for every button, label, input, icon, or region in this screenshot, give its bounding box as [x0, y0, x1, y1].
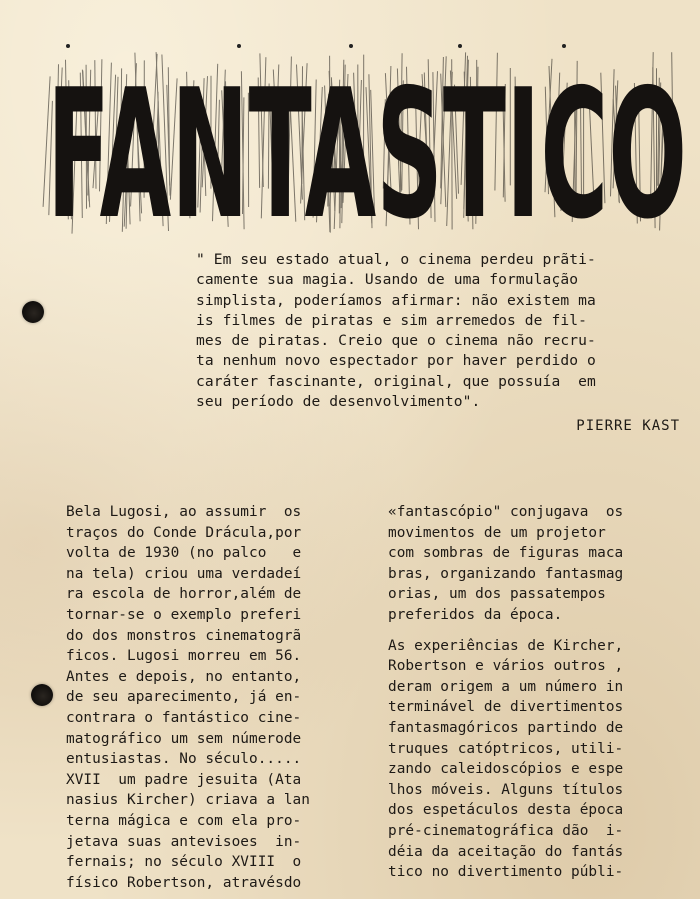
- text-line: matográfico um sem númerode: [66, 730, 302, 747]
- quote-line: seu período de desenvolvimento".: [196, 393, 481, 411]
- quote-line: mes de piratas. Creio que o cinema não recru-: [196, 332, 596, 350]
- quote-line: camente sua magia. Usando de uma formulação: [196, 271, 579, 289]
- text-line: fantasmagóricos partindo de: [388, 719, 624, 736]
- quote-line: ta nenhum novo espectador por haver perdido o: [196, 352, 596, 370]
- quote-author: PIERRE KAST: [576, 418, 680, 434]
- text-line: zando caleidoscópios e espe: [388, 761, 624, 778]
- text-line: truques catóptricos, utili-: [388, 740, 624, 757]
- text-line: fernais; no século XVIII o: [66, 854, 302, 871]
- text-line: com sombras de figuras maca: [388, 545, 624, 562]
- text-line: do dos monstros cinematogrã: [66, 627, 302, 644]
- text-line: ra escola de horror,além de: [66, 586, 302, 603]
- paragraph: [388, 636, 688, 883]
- text-line: preferidos da época.: [388, 606, 563, 623]
- text-line: físico Robertson, atravésdo: [66, 874, 302, 891]
- paragraph: [388, 502, 688, 626]
- left-column: [66, 502, 366, 893]
- text-line: na tela) criou uma verdadeí: [66, 565, 302, 582]
- text-line: traços do Conde Drácula,por: [66, 524, 302, 541]
- text-line: déia da aceitação do fantás: [388, 843, 624, 860]
- text-line: bras, organizando fantasmag: [388, 565, 624, 582]
- text-line: orias, um dos passatempos: [388, 586, 606, 603]
- text-line: terna mágica e com ela pro-: [66, 812, 302, 829]
- text-line: tornar-se o exemplo preferi: [66, 606, 302, 623]
- quote-line: caráter fascinante, original, que possuía em: [196, 372, 596, 390]
- text-line: «fantascópio" conjugava os: [388, 504, 624, 520]
- text-line: jetava suas antevisoes in-: [66, 833, 302, 850]
- page-title: [40, 44, 695, 239]
- right-column: [388, 502, 688, 883]
- text-line: deram origem a um número in: [388, 678, 624, 695]
- text-line: tico no divertimento públi-: [388, 864, 624, 881]
- quote-line: simplista, poderíamos afirmar: não existem ma: [196, 291, 596, 309]
- text-line: XVII um padre jesuita (Ata: [66, 771, 302, 788]
- text-line: de seu aparecimento, já en-: [66, 689, 302, 706]
- punch-hole: [22, 301, 44, 323]
- punch-hole: [31, 684, 53, 706]
- title-graphic: [40, 44, 695, 239]
- text-line: volta de 1930 (no palco e: [66, 545, 302, 562]
- text-line: Antes e depois, no entanto,: [66, 668, 302, 685]
- text-line: movimentos de um projetor: [388, 524, 606, 541]
- text-line: ficos. Lugosi morreu em 56.: [66, 648, 302, 665]
- text-line: terminável de divertimentos: [388, 699, 624, 716]
- text-line: Robertson e vários outros ,: [388, 658, 624, 675]
- text-line: contrara o fantástico cine-: [66, 709, 302, 726]
- text-line: Bela Lugosi, ao assumir os: [66, 504, 302, 520]
- text-line: nasius Kircher) criava a lan: [66, 792, 310, 809]
- text-line: pré-cinematográfica dão i-: [388, 822, 624, 839]
- text-line: lhos móveis. Alguns títulos: [388, 781, 624, 798]
- quote-line: is filmes de piratas e sim arremedos de fil-: [196, 311, 587, 329]
- quote-line: " Em seu estado atual, o cinema perdeu prãti-: [196, 251, 596, 268]
- paragraph-gap: [388, 626, 688, 636]
- text-line: dos espetáculos desta época: [388, 802, 624, 819]
- epigraph-quote: [196, 250, 686, 412]
- text-line: As experiências de Kircher,: [388, 637, 624, 654]
- text-line: entusiastas. No século.....: [66, 751, 302, 768]
- title-text: FANTASTICO: [47, 51, 687, 239]
